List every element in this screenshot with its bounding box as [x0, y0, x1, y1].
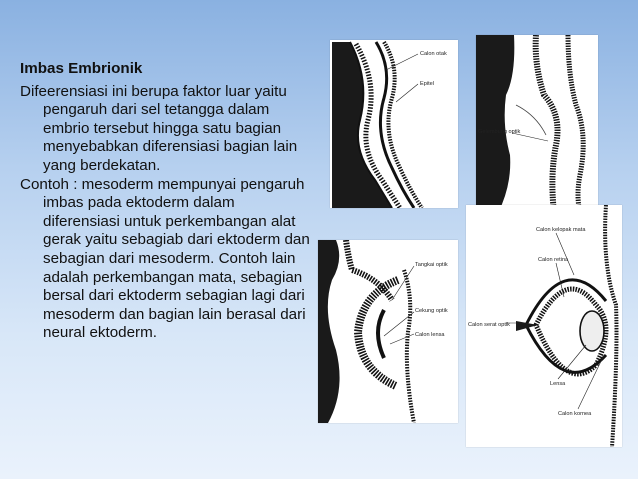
figure-optic-cup: [318, 240, 458, 423]
label-optic-cup: Cekung optik: [415, 308, 448, 314]
label-optic-nerve-primordium: Calon serat optik: [468, 322, 510, 328]
label-optic-vesicle: Calon otak: [420, 51, 447, 57]
label-eyelid-primordium: Calon kelopak mata: [536, 227, 586, 233]
paragraph-example: Contoh : mesoderm mempunyai pengaruh imbas pada ektoderm dalam diferensiasi untuk perkembangan alat gerak yaitu sebagiab dari ektoderm dan sebagian dari mesoderm. Contoh lain adalah perkembangan mata, sebagian bersal dari ektoderm sebagian lagi dari mesoderm dan bagian lain berasal dari neural ektoderm.: [20, 175, 310, 342]
optic-bulge-drawing: [476, 35, 598, 213]
label-optic-stalk: Tangkai optik: [415, 262, 448, 268]
slide-text: [20, 60, 312, 343]
label-retina-primordium: Calon retina: [538, 257, 569, 263]
label-lens-primordium: Calon lensa: [415, 332, 445, 338]
label-optic-bulge: Gelembung optik: [478, 129, 521, 135]
slide-title: Imbas Embrionik: [20, 60, 143, 77]
paragraph-definition: Difeerensiasi ini berupa faktor luar yaitu pengaruh dari sel tetangga dalam embrio tersebut hingga satu bagian menyebabkan diferensiasi bagian lain yang berdekatan.: [20, 82, 298, 174]
eye-development-drawing: [466, 205, 622, 447]
optic-cup-drawing: [318, 240, 458, 423]
figure-optic-bulge: [476, 35, 598, 213]
figure-optic-vesicle: [330, 40, 458, 208]
figure-eye-development: [466, 205, 622, 447]
label-epithelium: Epitel: [420, 81, 434, 87]
optic-vesicle-drawing: [330, 40, 458, 208]
label-cornea-primordium: Calon kornea: [558, 411, 592, 417]
label-lens: Lensa: [550, 381, 566, 387]
